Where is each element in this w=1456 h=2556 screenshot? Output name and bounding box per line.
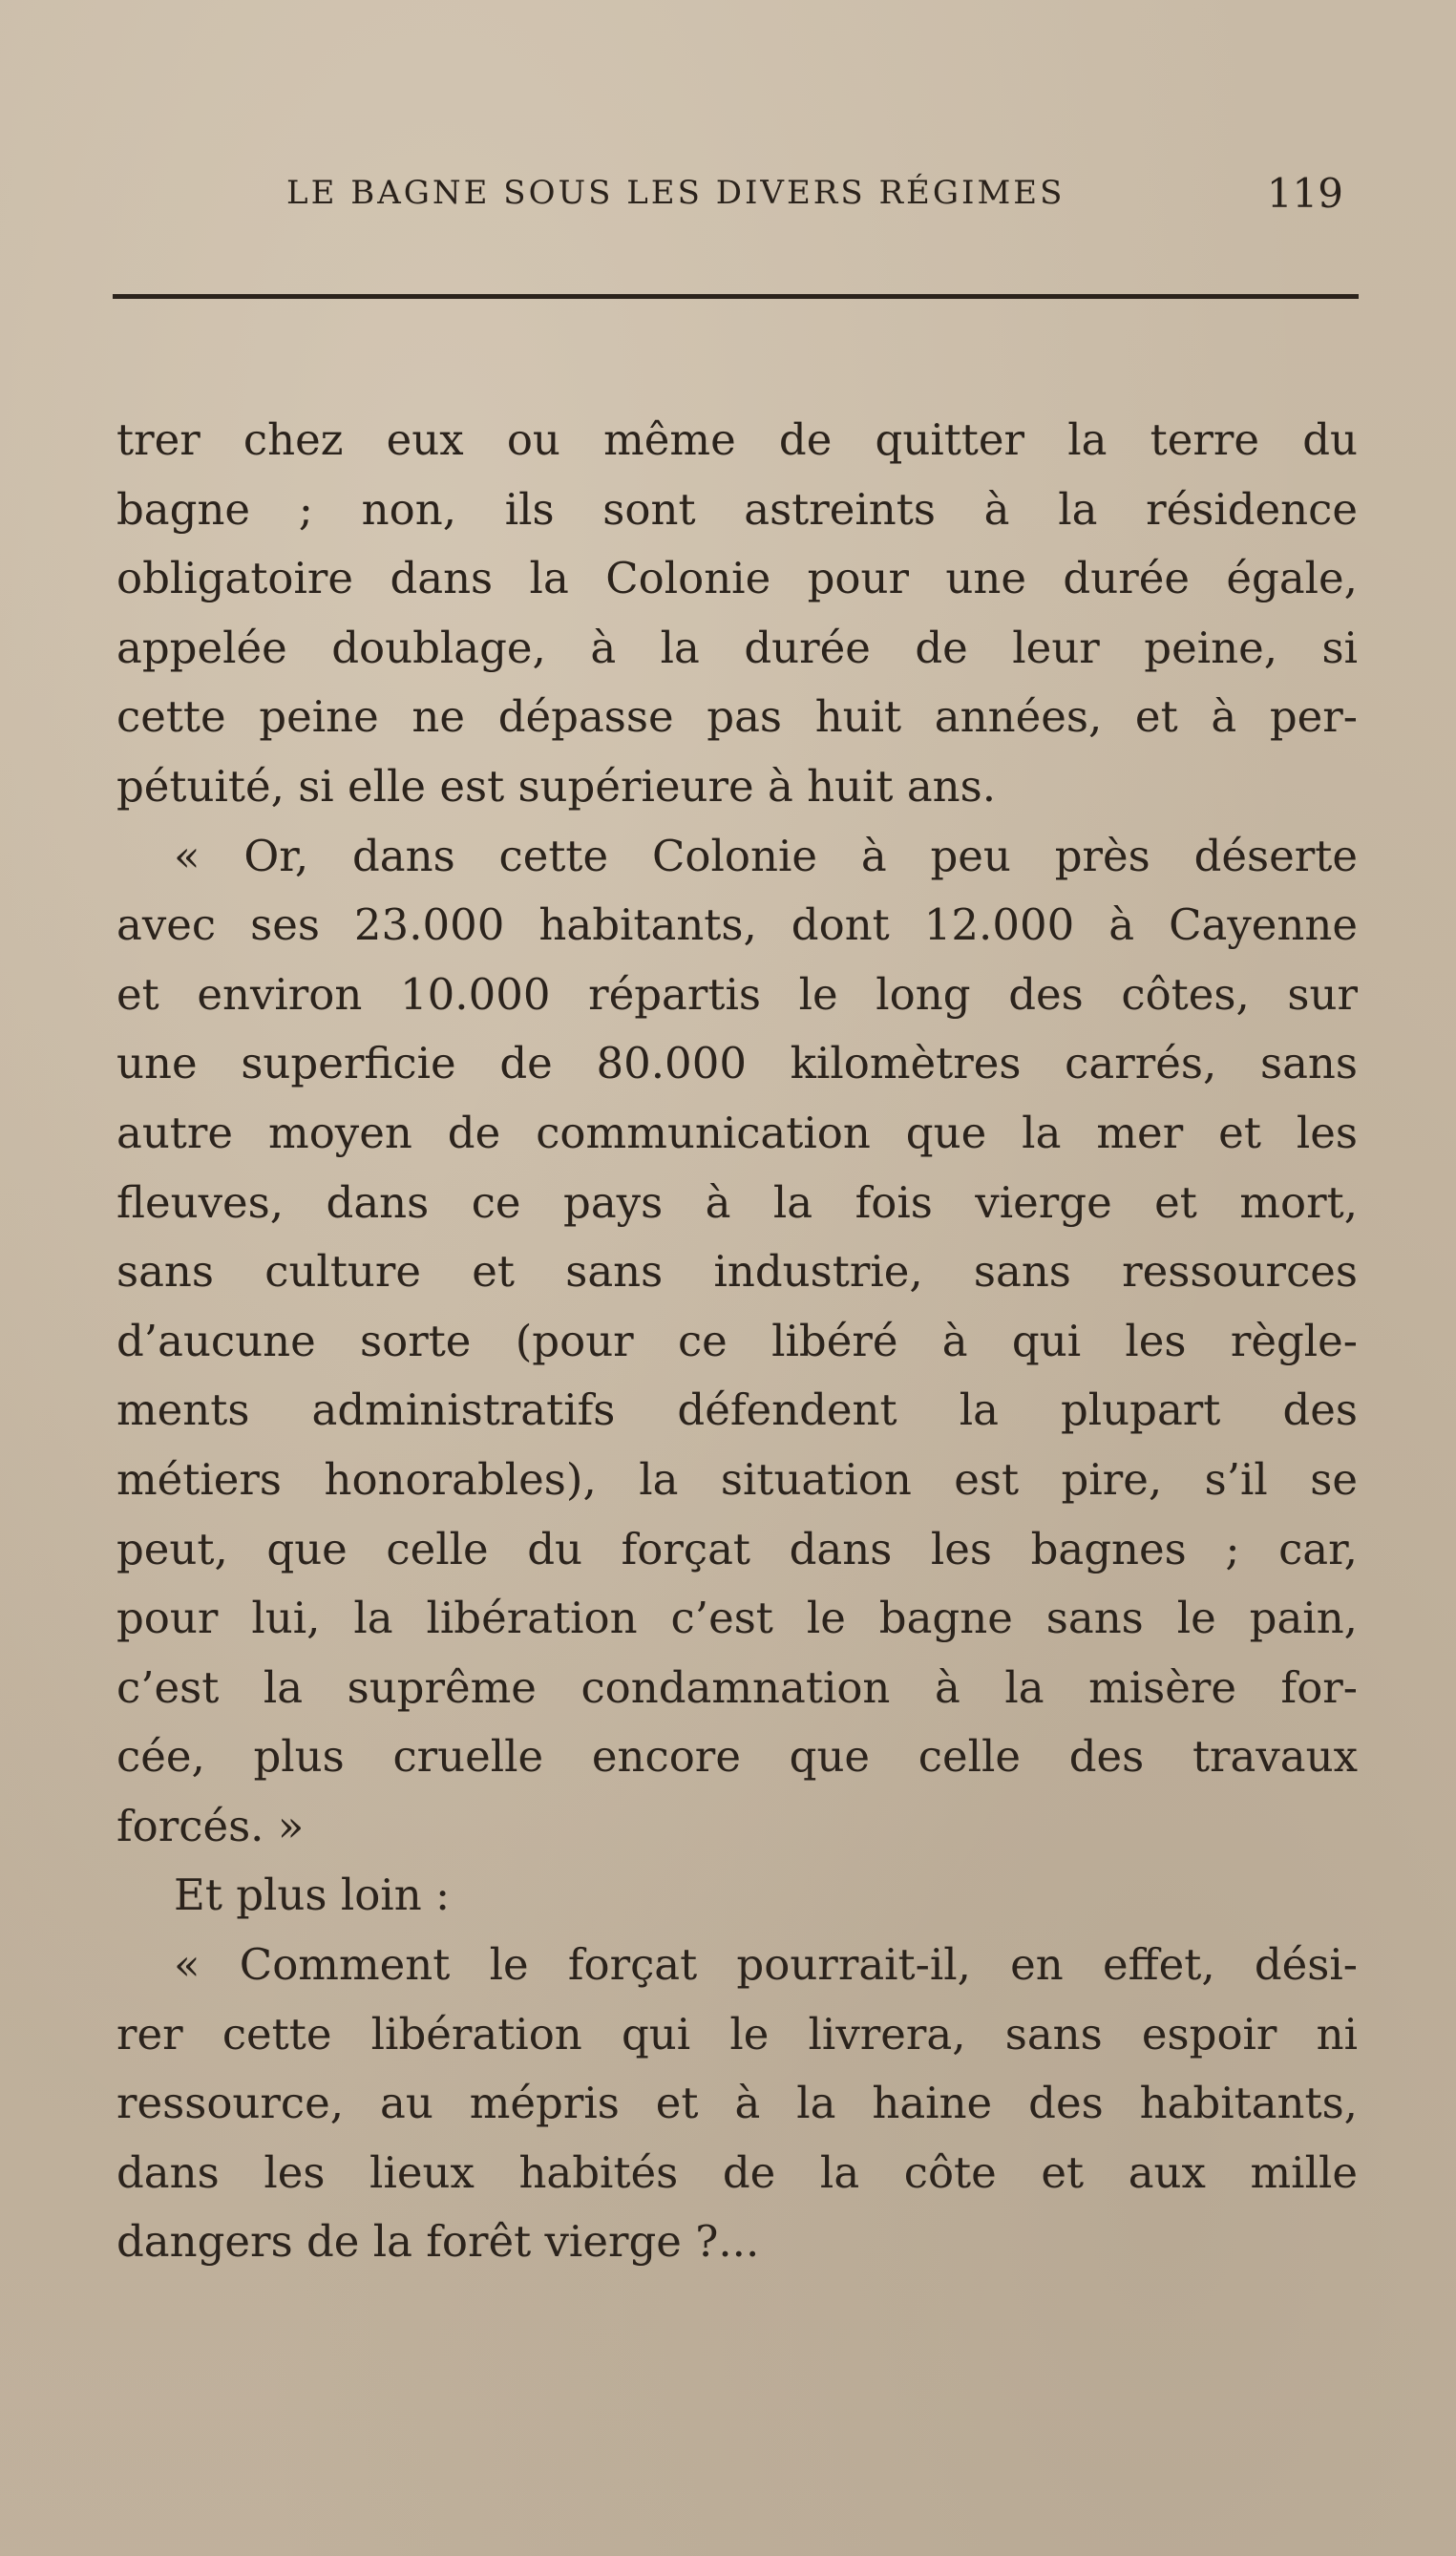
text-line: bagne ; non, ils sont astreints à la résidence <box>116 483 1358 535</box>
text-line: forcés. » <box>116 1800 305 1851</box>
text-line: sans culture et sans industrie, sans ressources <box>116 1246 1358 1298</box>
body-text <box>116 406 1358 2277</box>
text-line: métiers honorables), la situation est pire, s’il se <box>116 1453 1358 1505</box>
text-line: rer cette libération qui le livrera, sans espoir ni <box>116 2008 1358 2060</box>
text-line: « Or, dans cette Colonie à peu près déserte <box>174 830 1358 881</box>
text-line: obligatoire dans la Colonie pour une durée égale, <box>116 553 1358 604</box>
running-title: LE BAGNE SOUS LES DIVERS RÉGIMES <box>286 174 1066 212</box>
text-line: d’aucune sorte (pour ce libéré à qui les règle- <box>116 1315 1358 1366</box>
text-line: ressource, au mépris et à la haine des habitants, <box>116 2078 1358 2129</box>
text-line: cette peine ne dépasse pas huit années, et à per- <box>116 691 1358 743</box>
text-line: pour lui, la libération c’est le bagne sans le pain, <box>116 1593 1358 1644</box>
text-line: cée, plus cruelle encore que celle des travaux <box>116 1731 1358 1783</box>
page-number: 119 <box>1266 170 1343 217</box>
text-line: peut, que celle du forçat dans les bagnes ; car, <box>116 1523 1358 1574</box>
text-line: et environ 10.000 répartis le long des côtes, sur <box>116 968 1358 1020</box>
text-line: Et plus loin : <box>174 1869 451 1921</box>
text-line: dangers de la forêt vierge ?... <box>116 2216 760 2268</box>
text-line: c’est la suprême condamnation à la misère for- <box>116 1661 1358 1713</box>
text-line: dans les lieux habités de la côte et aux mille <box>116 2146 1358 2198</box>
text-line: « Comment le forçat pourrait-il, en effet, dési- <box>174 1939 1358 1991</box>
running-header <box>113 170 1361 223</box>
text-line: fleuves, dans ce pays à la fois vierge et mort, <box>116 1176 1358 1228</box>
text-line: ments administratifs défendent la plupart des <box>116 1384 1358 1436</box>
header-rule <box>113 294 1359 299</box>
text-line: pétuité, si elle est supérieure à huit ans. <box>116 760 997 812</box>
text-line: appelée doublage, à la durée de leur peine, si <box>116 622 1358 673</box>
text-line: avec ses 23.000 habitants, dont 12.000 à Cayenne <box>116 899 1358 951</box>
text-line: une superficie de 80.000 kilomètres carrés, sans <box>116 1038 1358 1089</box>
text-line: autre moyen de communication que la mer et les <box>116 1107 1358 1158</box>
text-line: trer chez eux ou même de quitter la terre du <box>116 414 1358 465</box>
